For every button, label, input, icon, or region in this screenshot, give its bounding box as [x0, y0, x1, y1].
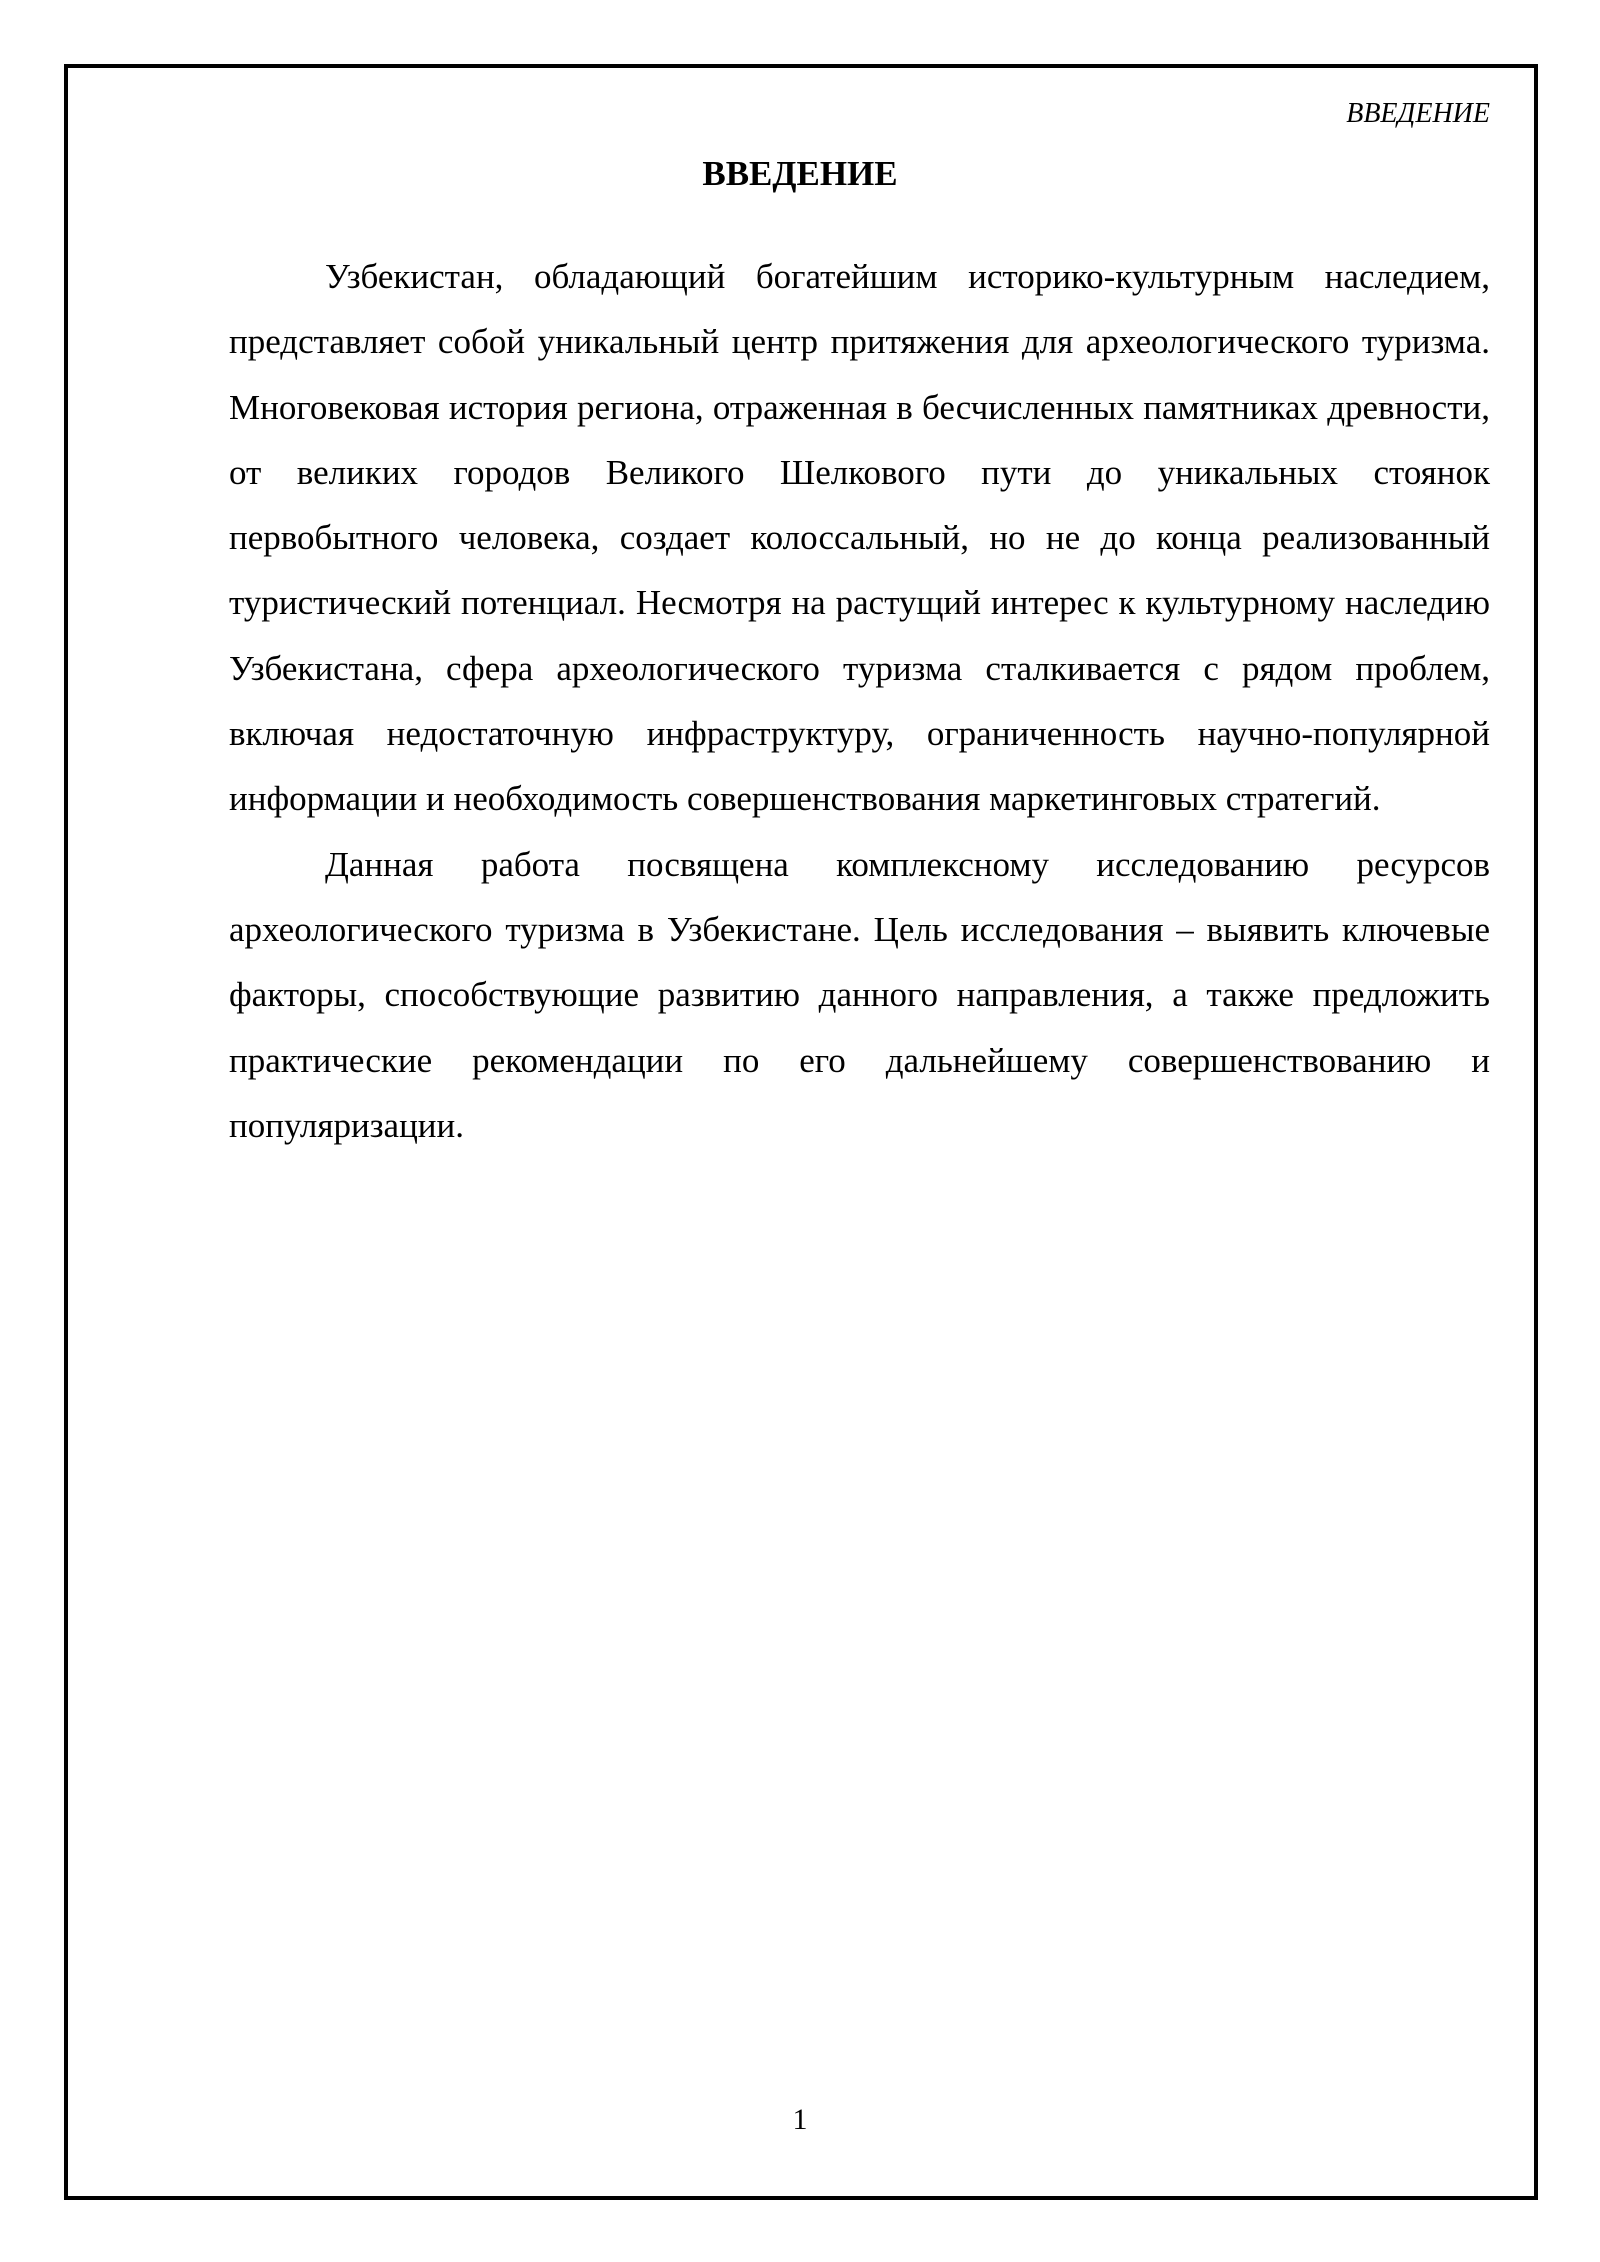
- body-text: [229, 244, 1490, 1158]
- paragraph-intro: Узбекистан, обладающий богатейшим историко-культурным наследием, представляет собой уникальный центр притяжения для археологического туризма. Многовековая история региона, отраженная в бесчисленных памятниках древности, от великих городов Великого Шелкового пути до уникальных стоянок первобытного человека, создает колоссальный, но не до конца реализованный туристический потенциал. Несмотря на растущий интерес к культурному наследию Узбекистана, сфера археологического туризма сталкивается с рядом проблем, включая недостаточную инфраструктуру, ограниченность научно-популярной информации и необходимость совершенствования маркетинговых стратегий.: [229, 257, 1490, 819]
- running-header: ВВЕДЕНИЕ: [1346, 98, 1490, 129]
- page-title: ВВЕДЕНИЕ: [702, 154, 898, 193]
- page-number: 1: [792, 2103, 808, 2136]
- paragraph-purpose: Данная работа посвящена комплексному исследованию ресурсов археологического туризма в Узбекистане. Цель исследования – выявить ключевые факторы, способствующие развитию данного направления, а также предложить практические рекомендации по его дальнейшему совершенствованию и популяризации.: [229, 844, 1490, 1145]
